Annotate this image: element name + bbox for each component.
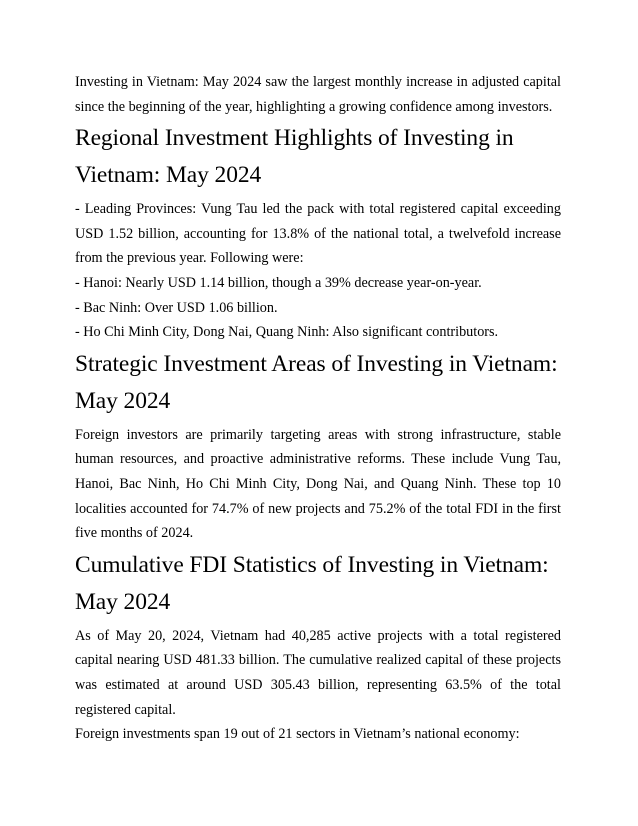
cumulative-paragraph: As of May 20, 2024, Vietnam had 40,285 active projects with a total registered capital nearing USD 481.33 billion. The cumulative realized capital of these projects was estimated at around USD 305.43 billion, representing 63.5% of the total registered capital. — [75, 627, 561, 718]
list-item-other-provinces: - Ho Chi Minh City, Dong Nai, Quang Ninh: Also significant contributors. — [75, 324, 499, 341]
section-heading-regional: Regional Investment Highlights of Investing in Vietnam: May 2024 — [75, 125, 514, 189]
strategic-paragraph: Foreign investors are primarily targeting areas with strong infrastructure, stable human resources, and proactive administrative reforms. These include Vung Tau, Hanoi, Bac Ninh, Ho Chi Minh City, Dong Nai, and Quang Ninh. These top 10 localities accounted for 74.7% of new projects and 75.2% of the total FDI in the first five months of 2024. — [75, 426, 561, 542]
list-item-bac-ninh: - Bac Ninh: Over USD 1.06 billion. — [75, 299, 278, 316]
section-heading-cumulative: Cumulative FDI Statistics of Investing in Vietnam: May 2024 — [75, 551, 549, 615]
document-page — [75, 70, 561, 747]
sectors-sentence: Foreign investments span 19 out of 21 sectors in Vietnam’s national economy: — [75, 726, 520, 743]
intro-paragraph: Investing in Vietnam: May 2024 saw the largest monthly increase in adjusted capital since the beginning of the year, highlighting a growing confidence among investors. — [75, 74, 561, 115]
list-item-hanoi: - Hanoi: Nearly USD 1.14 billion, though a 39% decrease year-on-year. — [75, 274, 482, 291]
regional-paragraph: - Leading Provinces: Vung Tau led the pack with total registered capital exceeding USD 1.52 billion, accounting for 13.8% of the national total, a twelvefold increase from the previous year. Following were: — [75, 201, 561, 267]
section-heading-strategic: Strategic Investment Areas of Investing in Vietnam: May 2024 — [75, 350, 558, 414]
